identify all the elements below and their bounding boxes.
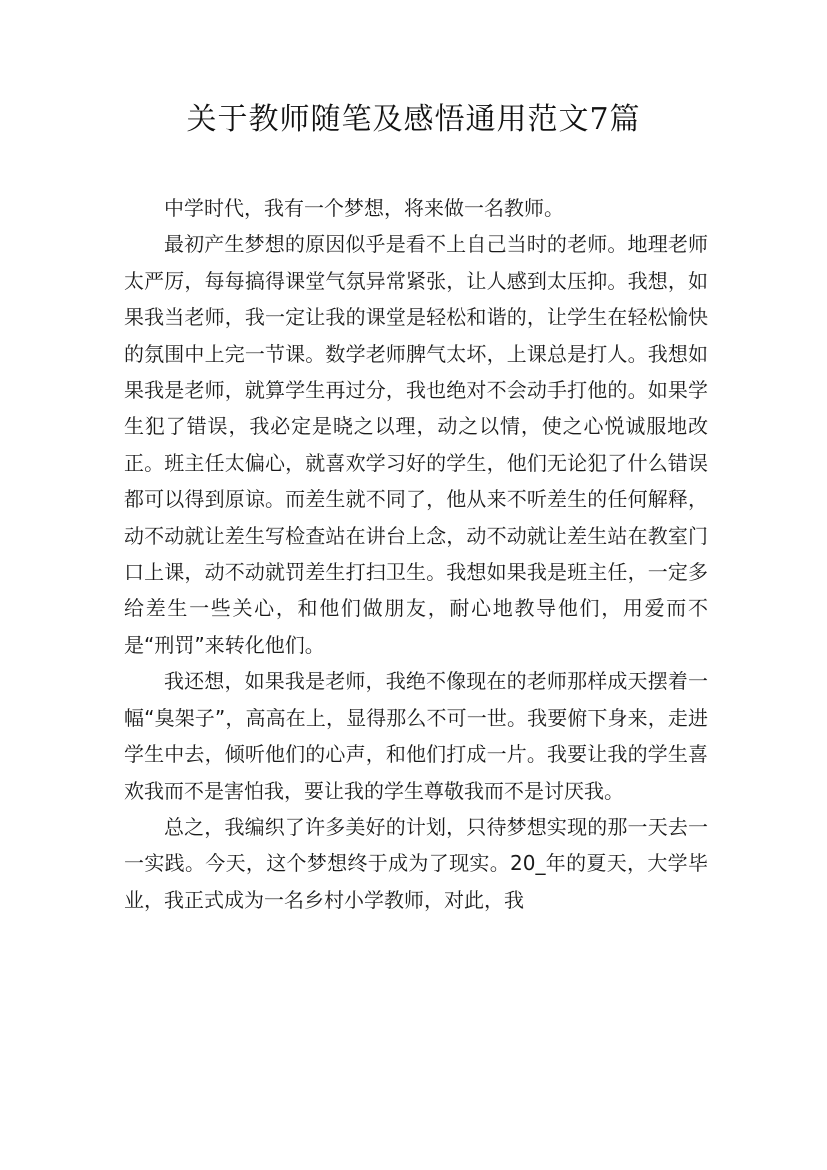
paragraph-4: 总之，我编织了许多美好的计划，只待梦想实现的那一天去一一实践。今天，这个梦想终于成为了现实。20_年的夏天，大学毕业，我正式成为一名乡村小学教师，对此，我 (124, 814, 708, 912)
paragraph-1: 中学时代，我有一个梦想，将来做一名教师。 (164, 196, 564, 220)
paragraph-2: 最初产生梦想的原因似乎是看不上自己当时的老师。地理老师太严厉，每每搞得课堂气氛异常紧张，让人感到太压抑。我想，如果我当老师，我一定让我的课堂是轻松和谐的，让学生在轻松愉快的氛围中上完一节课。数学老师脾气太坏，上课总是打人。我想如果我是老师，就算学生再过分，我也绝对不会动手打他的。如果学生犯了错误，我必定是晓之以理，动之以情，使之心悦诚服地改正。班主任太偏心，就喜欢学习好的学生，他们无论犯了什么错误都可以得到原谅。而差生就不同了，他从来不听差生的任何解释，动不动就让差生写检查站在讲台上念，动不动就让差生站在教室门口上课，动不动就罚差生打扫卫生。我想如果我是班主任，一定多给差生一些关心，和他们做朋友，耐心地教导他们，用爱而不是“刑罚”来转化他们。 (124, 232, 708, 657)
document-body (124, 190, 708, 918)
paragraph-3: 我还想，如果我是老师，我绝不像现在的老师那样成天摆着一幅“臭架子”，高高在上，显得那么不可一世。我要俯下身来，走进学生中去，倾听他们的心声，和他们打成一片。我要让我的学生喜欢我而不是害怕我，要让我的学生尊敬我而不是讨厌我。 (124, 669, 708, 803)
document-title: 关于教师随笔及感悟通用范文7篇 (186, 102, 641, 137)
